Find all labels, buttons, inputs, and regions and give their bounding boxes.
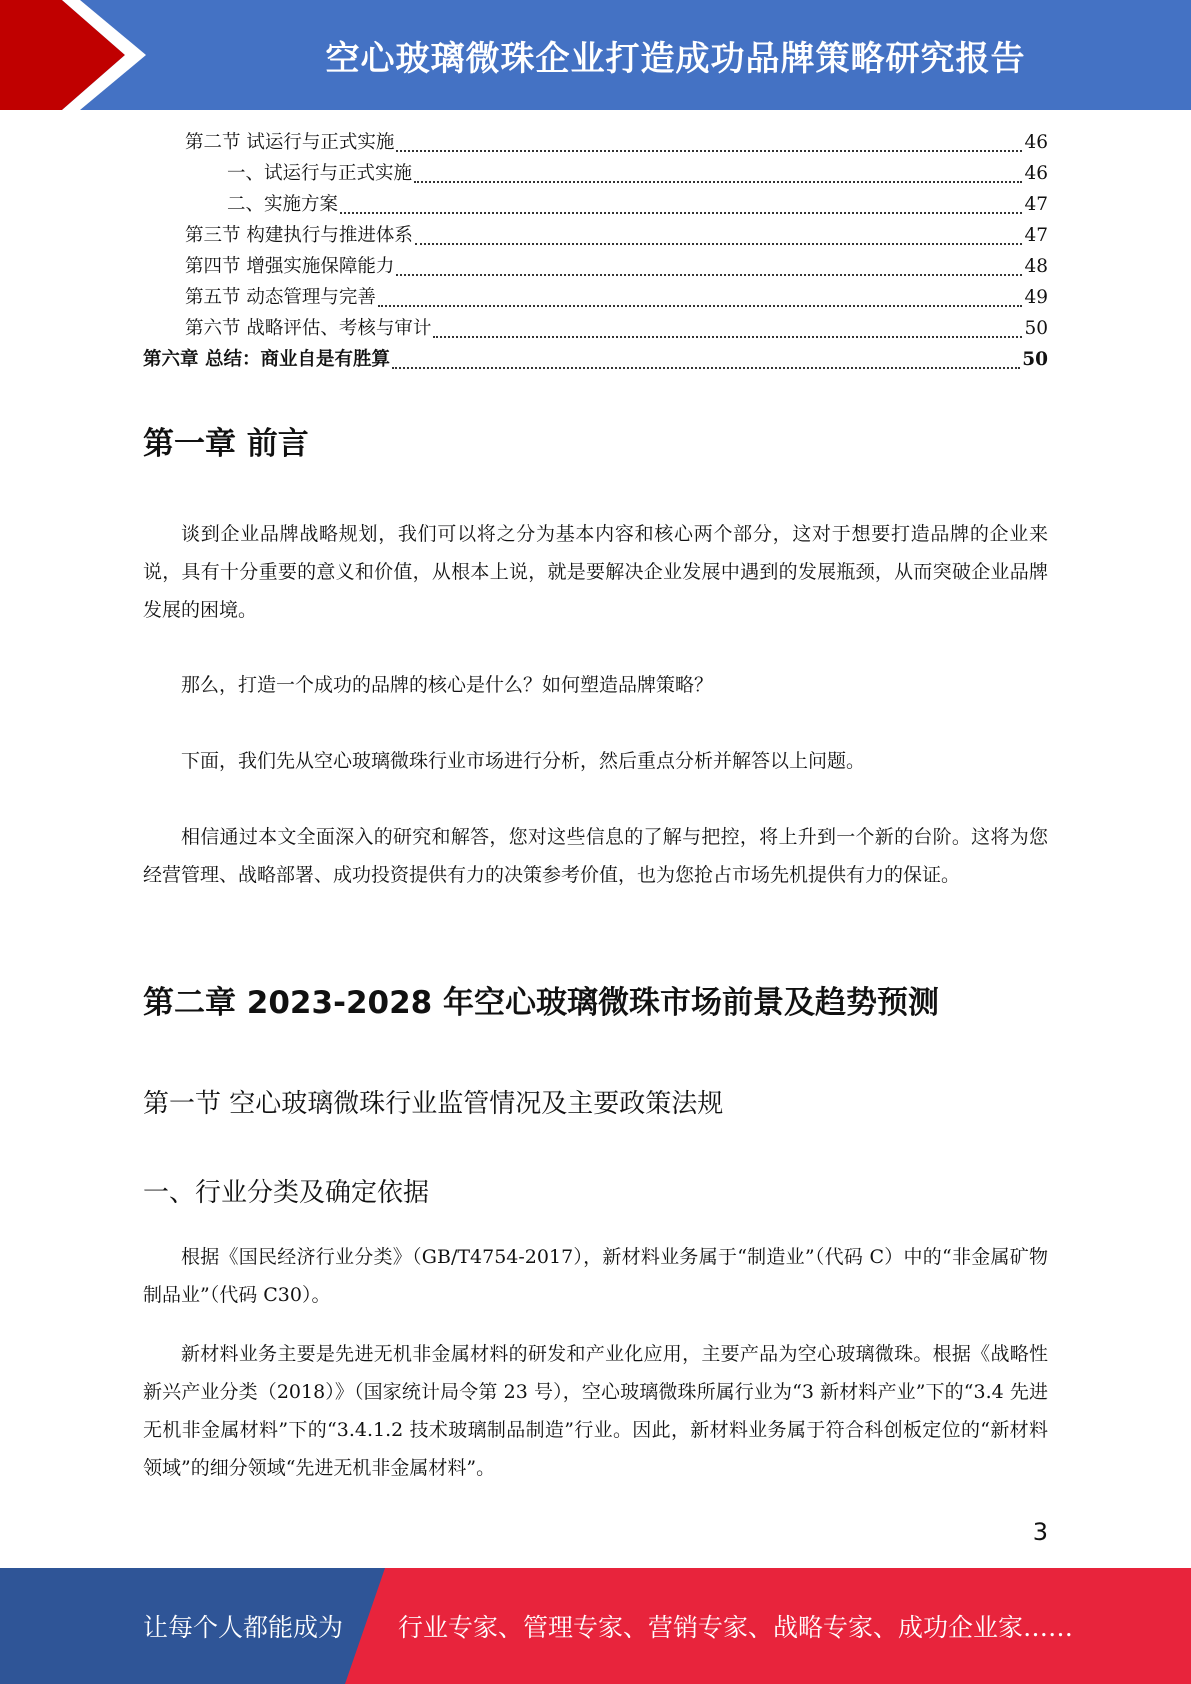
toc-entry-page: 47 bbox=[1024, 194, 1048, 215]
footer-banner bbox=[0, 1568, 1191, 1684]
toc-entry-text: 第三节 构建执行与推进体系 bbox=[185, 225, 413, 246]
page-number: 3 bbox=[1032, 1518, 1048, 1546]
paragraph: 下面，我们先从空心玻璃微珠行业市场进行分析，然后重点分析并解答以上问题。 bbox=[181, 750, 866, 772]
toc-entry-page: 50 bbox=[1024, 318, 1048, 339]
chapter-1-heading: 第一章 前言 bbox=[143, 426, 309, 462]
paragraph: 谈到企业品牌战略规划，我们可以将之分为基本内容和核心两个部分，这对于想要打造品牌的企业来说，具有十分重要的意义和价值，从根本上说，就是要解决企业发展中遇到的发展瓶颈，从而突破企业品牌发展的困境。 bbox=[143, 523, 1048, 621]
paragraph: 相信通过本文全面深入的研究和解答，您对这些信息的了解与把控，将上升到一个新的台阶。这将为您经营管理、战略部署、成功投资提供有力的决策参考价值，也为您抢占市场先机提供有力的保证。 bbox=[143, 826, 1048, 886]
toc-entry-text: 第五节 动态管理与完善 bbox=[185, 287, 376, 308]
toc-entry-text: 第二节 试运行与正式实施 bbox=[185, 132, 395, 153]
footer-slogan-right: 行业专家、管理专家、营销专家、战略专家、成功企业家…… bbox=[398, 1613, 1074, 1642]
toc-entry-text: 第六章 总结：商业自是有胜算 bbox=[143, 349, 390, 370]
paragraph: 根据《国民经济行业分类》（GB/T4754-2017），新材料业务属于“制造业”（代码 C）中的“非金属矿物制品业”（代码 C30）。 bbox=[143, 1246, 1048, 1306]
header-arrow-decoration bbox=[0, 0, 160, 110]
toc-entry-text: 第四节 增强实施保障能力 bbox=[185, 256, 395, 277]
paragraph: 新材料业务主要是先进无机非金属材料的研发和产业化应用，主要产品为空心玻璃微珠。根据《战略性新兴产业分类（2018）》（国家统计局令第 23 号），空心玻璃微珠所属行业为“3 新材料产业”下的“3.4 先进无机非金属材料”下的“3.4.1.2 技术玻璃制品制造”行业。因此，新材料业务属于符合科创板定位的“新材料领域”的细分领域“先进无机非金属材料”。 bbox=[143, 1343, 1048, 1479]
toc-entry-page: 46 bbox=[1024, 163, 1048, 184]
chapter-2-heading: 第二章 2023-2028 年空心玻璃微珠市场前景及趋势预测 bbox=[143, 985, 940, 1021]
section-1-heading: 第一节 空心玻璃微珠行业监管情况及主要政策法规 bbox=[143, 1089, 724, 1119]
paragraph: 那么，打造一个成功的品牌的核心是什么？如何塑造品牌策略？ bbox=[181, 674, 714, 696]
toc-entry-page: 48 bbox=[1024, 256, 1048, 277]
subsection-1-heading: 一、行业分类及确定依据 bbox=[143, 1178, 430, 1208]
toc-entry-page: 49 bbox=[1024, 287, 1048, 308]
toc-entry-text: 一、试运行与正式实施 bbox=[227, 163, 413, 184]
toc-entry-text: 二、实施方案 bbox=[227, 194, 339, 215]
footer-slogan-left: 让每个人都能成为 bbox=[143, 1613, 344, 1642]
toc-entry-page: 50 bbox=[1022, 349, 1048, 370]
toc-entry-page: 46 bbox=[1024, 132, 1048, 153]
toc-entry-page: 47 bbox=[1024, 225, 1048, 246]
toc-entry-text: 第六节 战略评估、考核与审计 bbox=[185, 318, 432, 339]
document-body bbox=[143, 0, 1048, 1500]
report-title: 空心玻璃微珠企业打造成功品牌策略研究报告 bbox=[325, 38, 1026, 79]
